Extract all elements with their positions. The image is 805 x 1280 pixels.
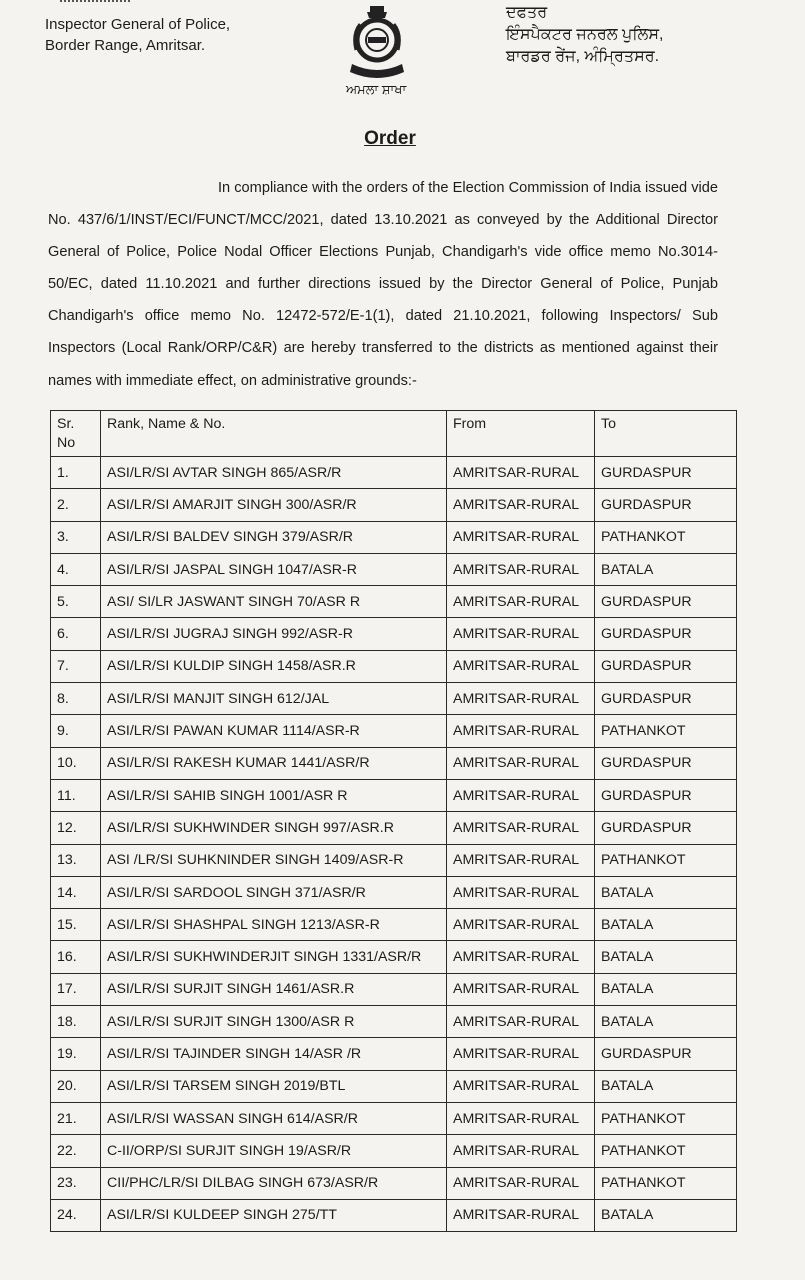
cell-sr-no: 14. [51, 876, 101, 908]
table-row [51, 1199, 737, 1231]
cell-to: PATHANKOT [595, 1135, 737, 1167]
cell-from: AMRITSAR-RURAL [447, 941, 595, 973]
office-address-english [45, 14, 230, 56]
office-address-punjabi [506, 2, 663, 68]
cell-from: AMRITSAR-RURAL [447, 1135, 595, 1167]
cell-to: GURDASPUR [595, 1038, 737, 1070]
cell-to: GURDASPUR [595, 489, 737, 521]
cell-from: AMRITSAR-RURAL [447, 1102, 595, 1134]
cell-sr-no: 17. [51, 973, 101, 1005]
cell-to: GURDASPUR [595, 457, 737, 489]
cell-sr-no: 10. [51, 747, 101, 779]
cell-rank-name: ASI/LR/SI SAHIB SINGH 1001/ASR R [101, 779, 447, 811]
cell-rank-name: ASI/LR/SI KULDIP SINGH 1458/ASR.R [101, 650, 447, 682]
cell-sr-no: 24. [51, 1199, 101, 1231]
cell-to: GURDASPUR [595, 747, 737, 779]
table-row [51, 1135, 737, 1167]
cell-sr-no: 8. [51, 683, 101, 715]
cell-sr-no: 1. [51, 457, 101, 489]
cell-to: GURDASPUR [595, 812, 737, 844]
cell-to: BATALA [595, 973, 737, 1005]
cell-from: AMRITSAR-RURAL [447, 1038, 595, 1070]
police-emblem-icon [342, 2, 412, 80]
cell-from: AMRITSAR-RURAL [447, 683, 595, 715]
cell-rank-name: ASI /LR/SI SUHKNINDER SINGH 1409/ASR-R [101, 844, 447, 876]
cell-rank-name: ASI/LR/SI AMARJIT SINGH 300/ASR/R [101, 489, 447, 521]
table-row [51, 1006, 737, 1038]
cell-rank-name: ASI/LR/SI KULDEEP SINGH 275/TT [101, 1199, 447, 1231]
table-row [51, 1070, 737, 1102]
cell-sr-no: 12. [51, 812, 101, 844]
table-row [51, 1102, 737, 1134]
cell-to: GURDASPUR [595, 779, 737, 811]
header-from: From [447, 411, 595, 457]
table-row [51, 618, 737, 650]
cell-sr-no: 3. [51, 521, 101, 553]
address-line: Inspector General of Police, [45, 16, 231, 33]
cell-to: GURDASPUR [595, 683, 737, 715]
torn-top-edge [60, 0, 130, 6]
cell-to: BATALA [595, 1070, 737, 1102]
cell-from: AMRITSAR-RURAL [447, 618, 595, 650]
table-row [51, 812, 737, 844]
cell-rank-name: C-II/ORP/SI SURJIT SINGH 19/ASR/R [101, 1135, 447, 1167]
cell-to: PATHANKOT [595, 1102, 737, 1134]
cell-sr-no: 22. [51, 1135, 101, 1167]
cell-rank-name: CII/PHC/LR/SI DILBAG SINGH 673/ASR/R [101, 1167, 447, 1199]
cell-sr-no: 11. [51, 779, 101, 811]
cell-from: AMRITSAR-RURAL [447, 1006, 595, 1038]
cell-sr-no: 18. [51, 1006, 101, 1038]
cell-rank-name: ASI/LR/SI SUKHWINDER SINGH 997/ASR.R [101, 812, 447, 844]
cell-rank-name: ASI/LR/SI SHASHPAL SINGH 1213/ASR-R [101, 909, 447, 941]
cell-rank-name: ASI/LR/SI AVTAR SINGH 865/ASR/R [101, 457, 447, 489]
table-header-row [51, 411, 737, 457]
cell-to: PATHANKOT [595, 1167, 737, 1199]
order-body-text: In compliance with the orders of the Election Commission of India issued vide No. 437/6/1/INST/ECI/FUNCT/MCC/2021, dated 13.10.2021 as conveyed by the Additional Director General of Police, Police Nodal Officer Elections Punjab, Chandigarh's vide office memo No.3014-50/EC, dated 11.10.2021 and further directions issued by the Director General of Police, Punjab Chandigarh's office memo No. 12472-572/E-1(1), dated 21.10.2021, following Inspectors/ Sub Inspectors (Local Rank/ORP/C&R) are hereby transferred to the districts as mentioned against their names with immediate effect, on administrative grounds:- [48, 180, 718, 389]
cell-from: AMRITSAR-RURAL [447, 812, 595, 844]
address-line: ਬਾਰਡਰ ਰੇਂਜ, ਅੰਮ੍ਰਿਤਸਰ. [506, 48, 660, 65]
table-row [51, 553, 737, 585]
cell-sr-no: 2. [51, 489, 101, 521]
address-line: ਇੰਸਪੈਕਟਰ ਜਨਰਲ ਪੁਲਿਸ, [506, 26, 664, 43]
cell-sr-no: 21. [51, 1102, 101, 1134]
address-line: Border Range, Amritsar. [45, 37, 206, 54]
cell-from: AMRITSAR-RURAL [447, 876, 595, 908]
cell-rank-name: ASI/LR/SI BALDEV SINGH 379/ASR/R [101, 521, 447, 553]
cell-sr-no: 23. [51, 1167, 101, 1199]
cell-to: GURDASPUR [595, 586, 737, 618]
table-row [51, 909, 737, 941]
table-row [51, 521, 737, 553]
cell-sr-no: 16. [51, 941, 101, 973]
page-title: Order [364, 128, 416, 149]
cell-from: AMRITSAR-RURAL [447, 489, 595, 521]
cell-rank-name: ASI/LR/SI JASPAL SINGH 1047/ASR-R [101, 553, 447, 585]
cell-sr-no: 15. [51, 909, 101, 941]
cell-sr-no: 13. [51, 844, 101, 876]
table-row [51, 650, 737, 682]
cell-rank-name: ASI/LR/SI TARSEM SINGH 2019/BTL [101, 1070, 447, 1102]
table-row [51, 715, 737, 747]
cell-to: BATALA [595, 1006, 737, 1038]
cell-from: AMRITSAR-RURAL [447, 553, 595, 585]
cell-rank-name: ASI/LR/SI TAJINDER SINGH 14/ASR /R [101, 1038, 447, 1070]
cell-from: AMRITSAR-RURAL [447, 747, 595, 779]
transfer-table [50, 410, 737, 1232]
cell-to: BATALA [595, 909, 737, 941]
cell-sr-no: 7. [51, 650, 101, 682]
table-row [51, 683, 737, 715]
table-row [51, 876, 737, 908]
table-row [51, 844, 737, 876]
cell-rank-name: ASI/LR/SI RAKESH KUMAR 1441/ASR/R [101, 747, 447, 779]
table-row [51, 1038, 737, 1070]
cell-to: BATALA [595, 876, 737, 908]
cell-to: BATALA [595, 553, 737, 585]
cell-rank-name: ASI/LR/SI SUKHWINDERJIT SINGH 1331/ASR/R [101, 941, 447, 973]
table-row [51, 457, 737, 489]
cell-rank-name: ASI/LR/SI WASSAN SINGH 614/ASR/R [101, 1102, 447, 1134]
cell-sr-no: 4. [51, 553, 101, 585]
cell-from: AMRITSAR-RURAL [447, 650, 595, 682]
header-to: To [595, 411, 737, 457]
header-rank-name: Rank, Name & No. [101, 411, 447, 457]
cell-from: AMRITSAR-RURAL [447, 521, 595, 553]
cell-from: AMRITSAR-RURAL [447, 973, 595, 1005]
cell-rank-name: ASI/ SI/LR JASWANT SINGH 70/ASR R [101, 586, 447, 618]
cell-rank-name: ASI/LR/SI SURJIT SINGH 1461/ASR.R [101, 973, 447, 1005]
cell-rank-name: ASI/LR/SI PAWAN KUMAR 1114/ASR-R [101, 715, 447, 747]
cell-sr-no: 6. [51, 618, 101, 650]
cell-from: AMRITSAR-RURAL [447, 1070, 595, 1102]
cell-to: GURDASPUR [595, 618, 737, 650]
cell-from: AMRITSAR-RURAL [447, 586, 595, 618]
cell-sr-no: 20. [51, 1070, 101, 1102]
cell-to: PATHANKOT [595, 521, 737, 553]
cell-from: AMRITSAR-RURAL [447, 457, 595, 489]
address-line: ਦਫਤਰ [506, 4, 548, 21]
cell-from: AMRITSAR-RURAL [447, 844, 595, 876]
cell-to: PATHANKOT [595, 715, 737, 747]
cell-sr-no: 9. [51, 715, 101, 747]
cell-rank-name: ASI/LR/SI JUGRAJ SINGH 992/ASR-R [101, 618, 447, 650]
cell-from: AMRITSAR-RURAL [447, 1199, 595, 1231]
cell-from: AMRITSAR-RURAL [447, 909, 595, 941]
cell-rank-name: ASI/LR/SI MANJIT SINGH 612/JAL [101, 683, 447, 715]
cell-from: AMRITSAR-RURAL [447, 1167, 595, 1199]
cell-from: AMRITSAR-RURAL [447, 715, 595, 747]
table-row [51, 779, 737, 811]
table-row [51, 747, 737, 779]
table-row [51, 1167, 737, 1199]
cell-rank-name: ASI/LR/SI SARDOOL SINGH 371/ASR/R [101, 876, 447, 908]
cell-to: GURDASPUR [595, 650, 737, 682]
cell-to: BATALA [595, 1199, 737, 1231]
table-row [51, 489, 737, 521]
cell-sr-no: 5. [51, 586, 101, 618]
cell-to: BATALA [595, 941, 737, 973]
table-row [51, 941, 737, 973]
cell-sr-no: 19. [51, 1038, 101, 1070]
table-body [51, 457, 737, 1232]
cell-from: AMRITSAR-RURAL [447, 779, 595, 811]
section-label: ਅਮਲਾ ਸ਼ਾਖਾ [346, 82, 407, 97]
table-row [51, 586, 737, 618]
cell-rank-name: ASI/LR/SI SURJIT SINGH 1300/ASR R [101, 1006, 447, 1038]
header-sr-no: Sr. No [51, 411, 101, 457]
table-row [51, 973, 737, 1005]
cell-to: PATHANKOT [595, 844, 737, 876]
